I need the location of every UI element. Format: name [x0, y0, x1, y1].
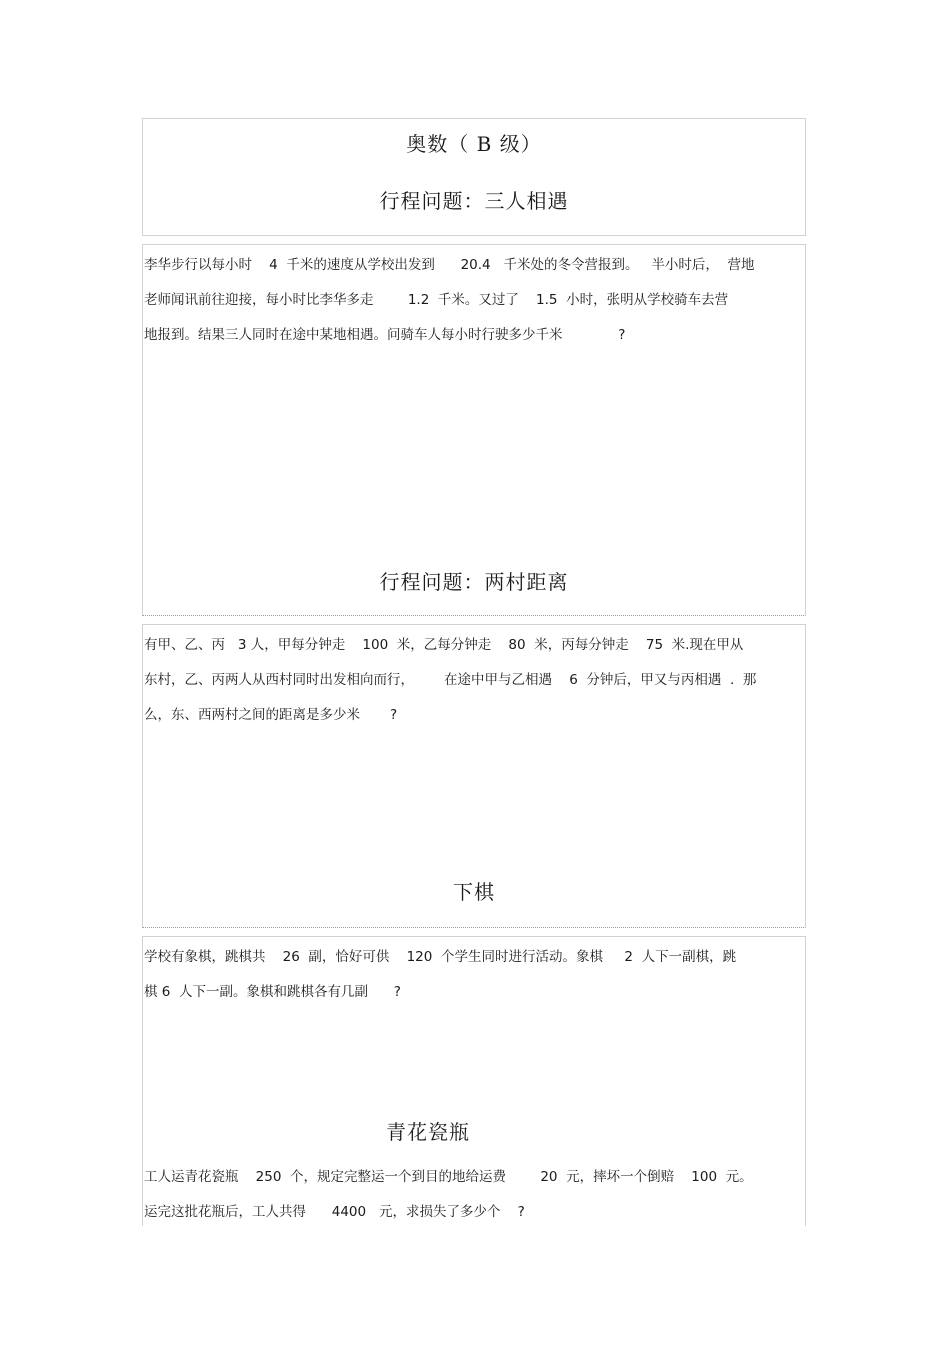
problem-2-line-1: 有甲、乙、丙 3 人，甲每分钟走 100 米，乙每分钟走 80 米，丙每分钟走 75 米.现在甲从 — [144, 637, 744, 653]
problem-1-line-3: 地报到。结果三人同时在途中某地相遇。问骑车人每小时行驶多少千米 ? — [144, 327, 626, 343]
problem-2-line-3: 么，东、西两村之间的距离是多少米 ? — [144, 707, 398, 723]
problem-4-text — [144, 1160, 804, 1230]
problem-4-line-1: 工人运青花瓷瓶 250 个，规定完整运一个到目的地给运费 20 元，摔坏一个倒赔 100 元。 — [144, 1169, 753, 1185]
problem-3-line-2: 棋 6 人下一副。象棋和跳棋各有几副 ? — [144, 984, 401, 1000]
problem-2-text — [144, 628, 804, 733]
problem-1-text — [144, 248, 804, 353]
problem-3-line-1: 学校有象棋，跳棋共 26 副，恰好可供 120 个学生同时进行活动。象棋 2 人下一副棋，跳 — [144, 949, 737, 965]
section-title-chess: 下棋 — [453, 880, 495, 904]
section-title-three-meet: 行程问题：三人相遇 — [379, 189, 569, 213]
section-title-two-villages: 行程问题：两村距离 — [379, 570, 569, 594]
problem-1-line-2: 老师闻讯前往迎接，每小时比李华多走 1.2 千米。又过了 1.5 小时，张明从学校骑车去营 — [144, 292, 729, 308]
problem-3-text — [144, 940, 804, 1010]
problem-1-line-1: 李华步行以每小时 4 千米的速度从学校出发到 20.4 千米处的冬令营报到。 半小时后， 营地 — [144, 257, 755, 273]
problem-4-line-2: 运完这批花瓶后，工人共得 4400 元，求损失了多少个 ? — [144, 1204, 525, 1220]
problem-2-line-2: 东村，乙、丙两人从西村同时出发相向而行， 在途中甲与乙相遇 6 分钟后，甲又与丙相遇 . 那 — [144, 672, 757, 688]
section-title-porcelain: 青花瓷瓶 — [386, 1120, 470, 1144]
page-title: 奥数（ B 级） — [406, 132, 542, 156]
